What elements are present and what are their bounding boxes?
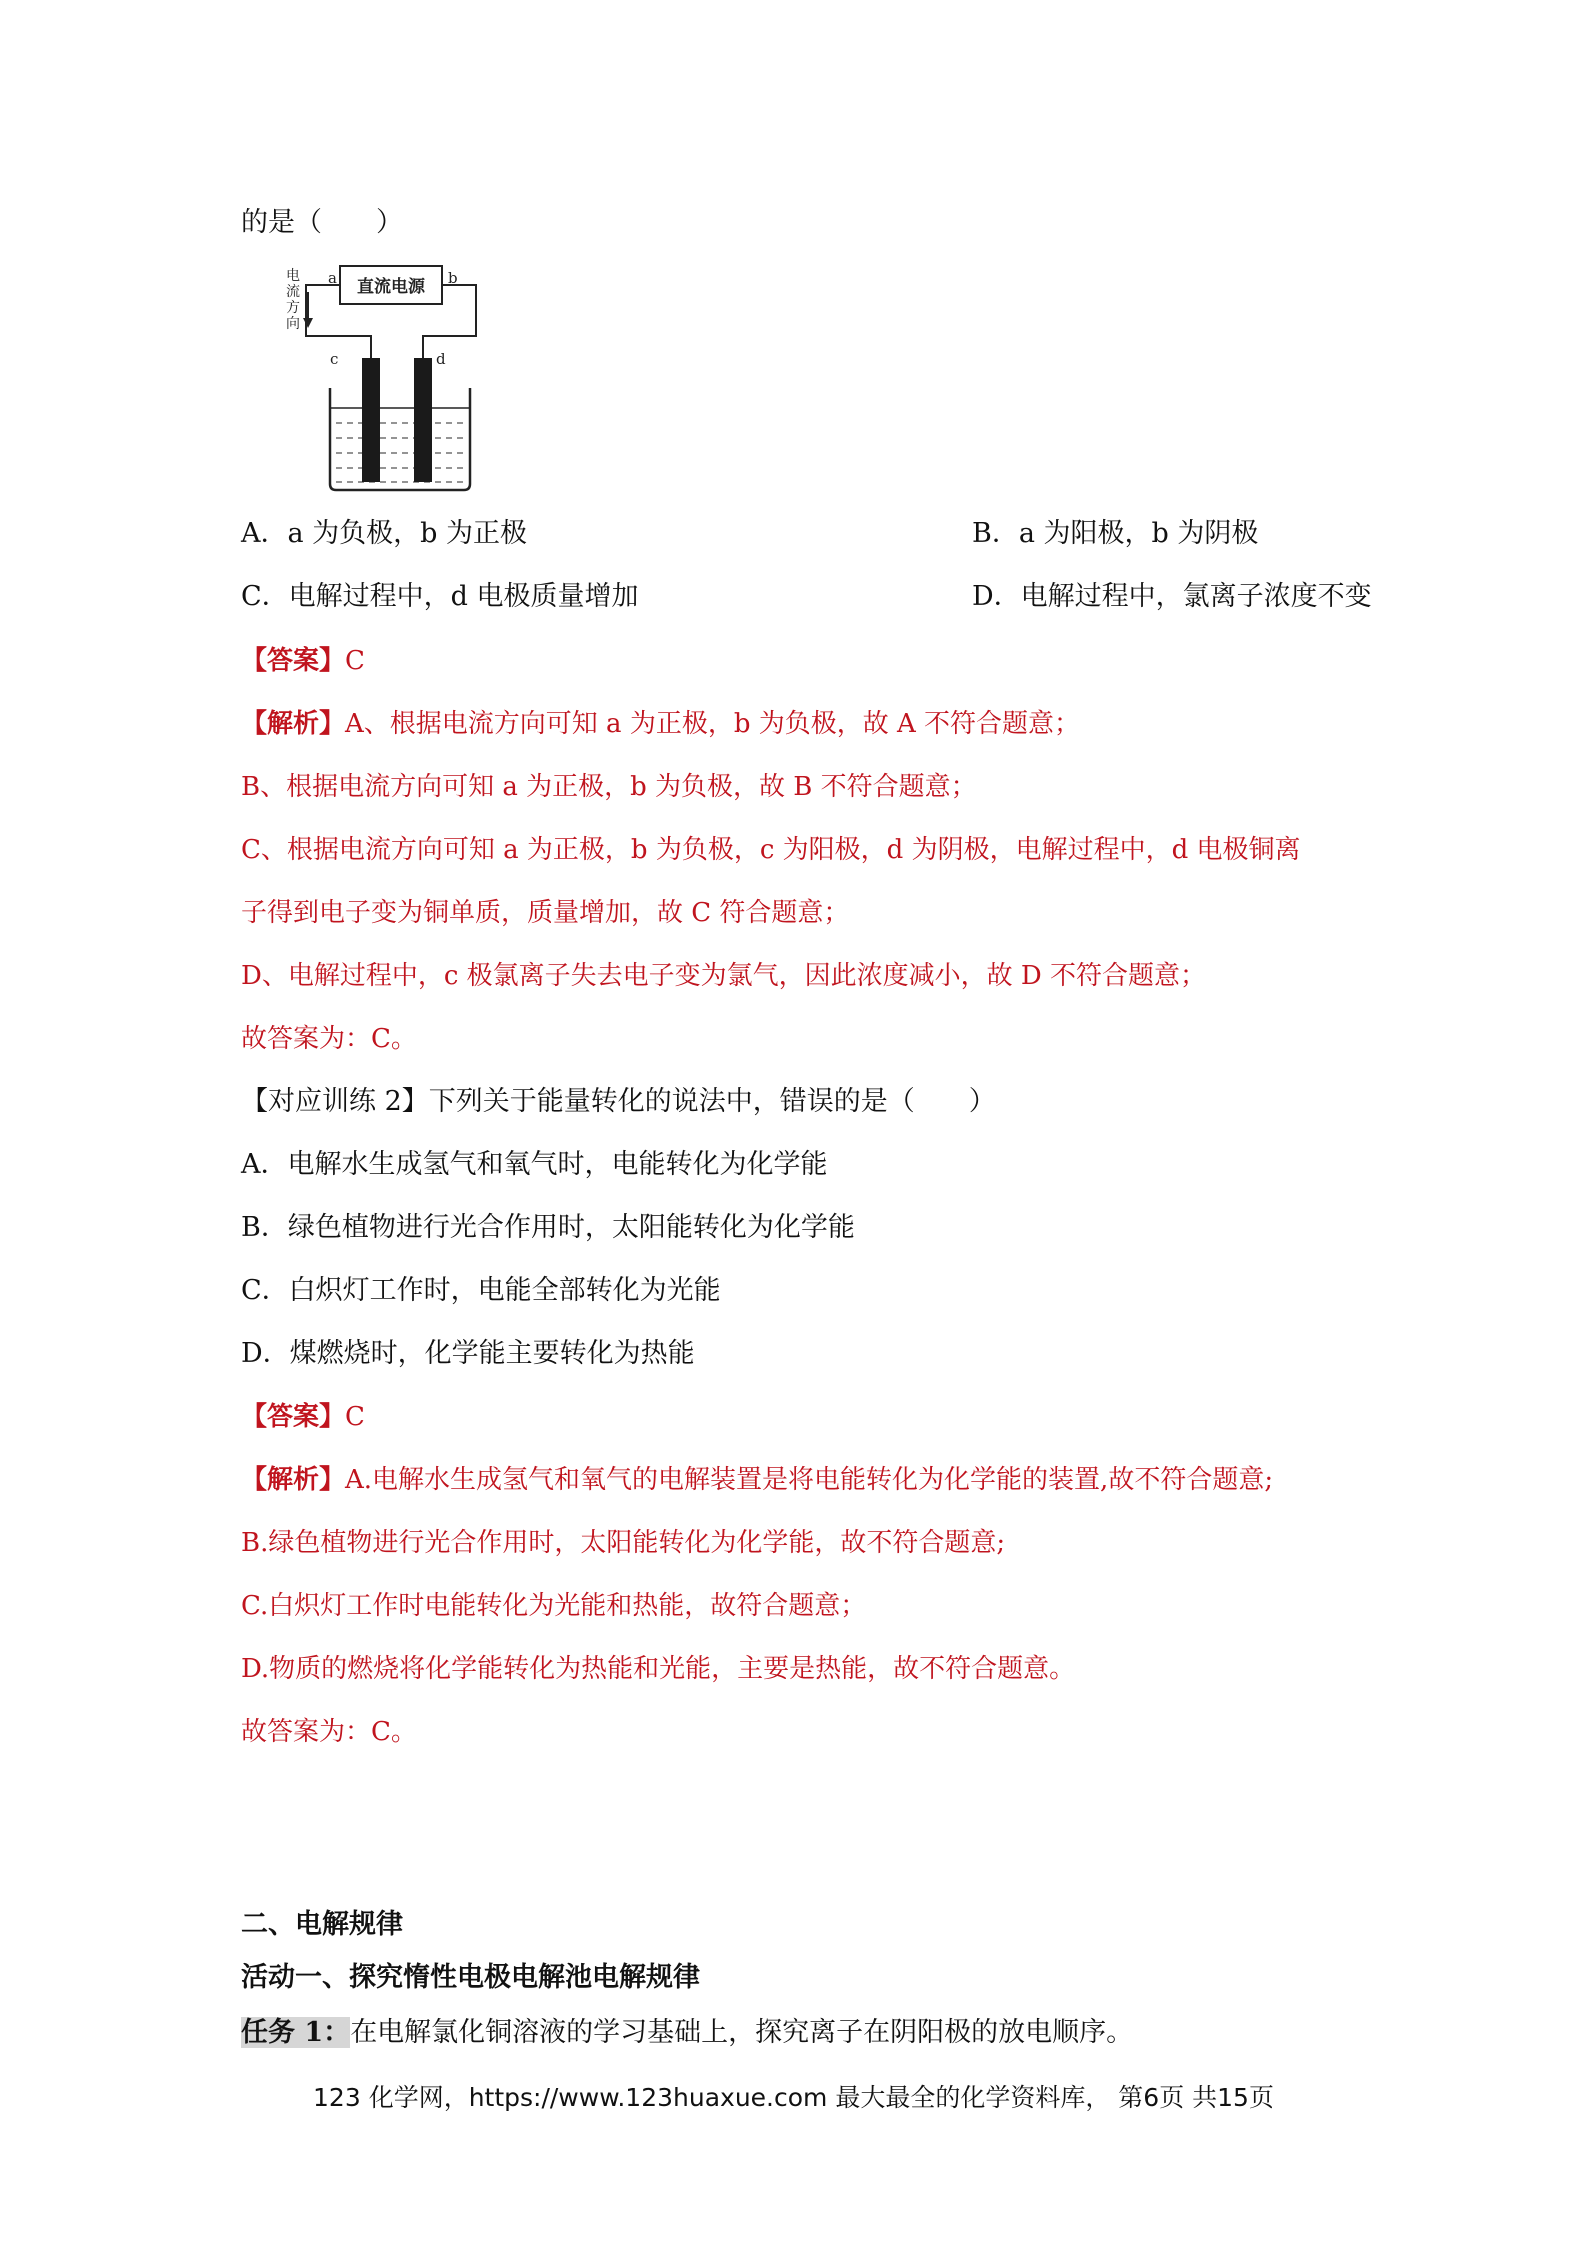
- activity-heading: 活动一、探究惰性电极电解池电解规律: [241, 1962, 700, 1993]
- q2-analysis-line-4: D.物质的燃烧将化学能转化为热能和光能，主要是热能，故不符合题意。: [241, 1654, 1076, 1684]
- q1-option-row-2: [241, 580, 1372, 614]
- q2-analysis-line-5: 故答案为：C。: [241, 1717, 417, 1747]
- q1-analysis-tag: 【解析】: [241, 709, 346, 739]
- current-char-2: 流: [286, 284, 300, 300]
- q1-option-b: B．a 为阳极，b 为阴极: [972, 518, 1259, 549]
- task-label: 任务 1：: [241, 2017, 351, 2048]
- q2-stem: 【对应训练 2】下列关于能量转化的说法中，错误的是（ ）: [241, 1086, 996, 1117]
- q1-answer: [241, 644, 365, 678]
- liquid-hatching: [336, 423, 464, 482]
- task-text: 在电解氯化铜溶液的学习基础上，探究离子在阴阳极的放电顺序。: [350, 2017, 1134, 2048]
- q1-analysis-line-5: D、电解过程中，c 极氯离子失去电子变为氯气，因此浓度减小，故 D 不符合题意；: [241, 961, 1207, 991]
- current-char-4: 向: [286, 316, 300, 332]
- q1-answer-value: C: [345, 646, 365, 676]
- label-a: a: [328, 269, 337, 287]
- current-char-1: 电: [286, 268, 300, 284]
- electrode-d: [414, 358, 432, 482]
- q1-analysis-line-3: C、根据电流方向可知 a 为正极，b 为负极，c 为阳极，d 为阴极，电解过程中，d 电极铜离: [241, 835, 1301, 865]
- current-char-3: 方: [286, 300, 300, 316]
- current-arrow-head: [303, 318, 313, 328]
- q1-option-d: D．电解过程中，氯离子浓度不变: [972, 581, 1372, 612]
- label-b: b: [448, 269, 458, 287]
- q1-option-a: A．a 为负极，b 为正极: [241, 518, 528, 549]
- label-d: d: [436, 350, 446, 368]
- q2-option-d: D．煤燃烧时，化学能主要转化为热能: [241, 1338, 695, 1369]
- label-c: c: [330, 350, 339, 368]
- current-direction-label: [286, 267, 300, 332]
- page-footer: 123 化学网，https://www.123huaxue.com 最大最全的化学资料库， 第6页 共15页: [313, 2083, 1274, 2112]
- q2-answer: [241, 1400, 365, 1434]
- section-heading: 二、电解规律: [241, 1909, 403, 1940]
- q2-analysis-line-1: [241, 1463, 1273, 1497]
- q1-analysis-first: A、根据电流方向可知 a 为正极，b 为负极，故 A 不符合题意；: [345, 709, 1081, 739]
- question-tail: 的是（ ）: [241, 207, 403, 238]
- q1-answer-tag: 【答案】: [241, 646, 346, 676]
- q1-analysis-line-1: [241, 707, 1080, 741]
- electrolysis-apparatus-figure: [278, 258, 528, 494]
- q2-analysis-tag: 【解析】: [241, 1465, 346, 1495]
- task-line: [241, 2016, 1133, 2050]
- q2-analysis-line-2: B.绿色植物进行光合作用时，太阳能转化为化学能，故不符合题意;: [241, 1528, 1006, 1558]
- beaker: [330, 388, 470, 490]
- q2-answer-tag: 【答案】: [241, 1402, 346, 1432]
- q1-option-row-1: [241, 517, 1259, 551]
- power-supply-label: 直流电源: [357, 277, 425, 297]
- q2-analysis-first: A.电解水生成氢气和氧气的电解装置是将电能转化为化学能的装置,故不符合题意;: [345, 1465, 1274, 1495]
- q1-option-c: C．电解过程中，d 电极质量增加: [241, 581, 639, 612]
- q2-option-c: C．白炽灯工作时，电能全部转化为光能: [241, 1275, 721, 1306]
- q1-analysis-line-6: 故答案为：C。: [241, 1024, 417, 1054]
- q1-analysis-line-4: 子得到电子变为铜单质，质量增加，故 C 符合题意；: [241, 898, 850, 928]
- electrode-c: [362, 358, 380, 482]
- q2-option-b: B．绿色植物进行光合作用时，太阳能转化为化学能: [241, 1212, 855, 1243]
- q2-answer-value: C: [345, 1402, 365, 1432]
- q2-analysis-line-3: C.白炽灯工作时电能转化为光能和热能，故符合题意；: [241, 1591, 867, 1621]
- q1-analysis-line-2: B、根据电流方向可知 a 为正极，b 为负极，故 B 不符合题意；: [241, 772, 977, 802]
- q2-option-a: A．电解水生成氢气和氧气时，电能转化为化学能: [241, 1149, 828, 1180]
